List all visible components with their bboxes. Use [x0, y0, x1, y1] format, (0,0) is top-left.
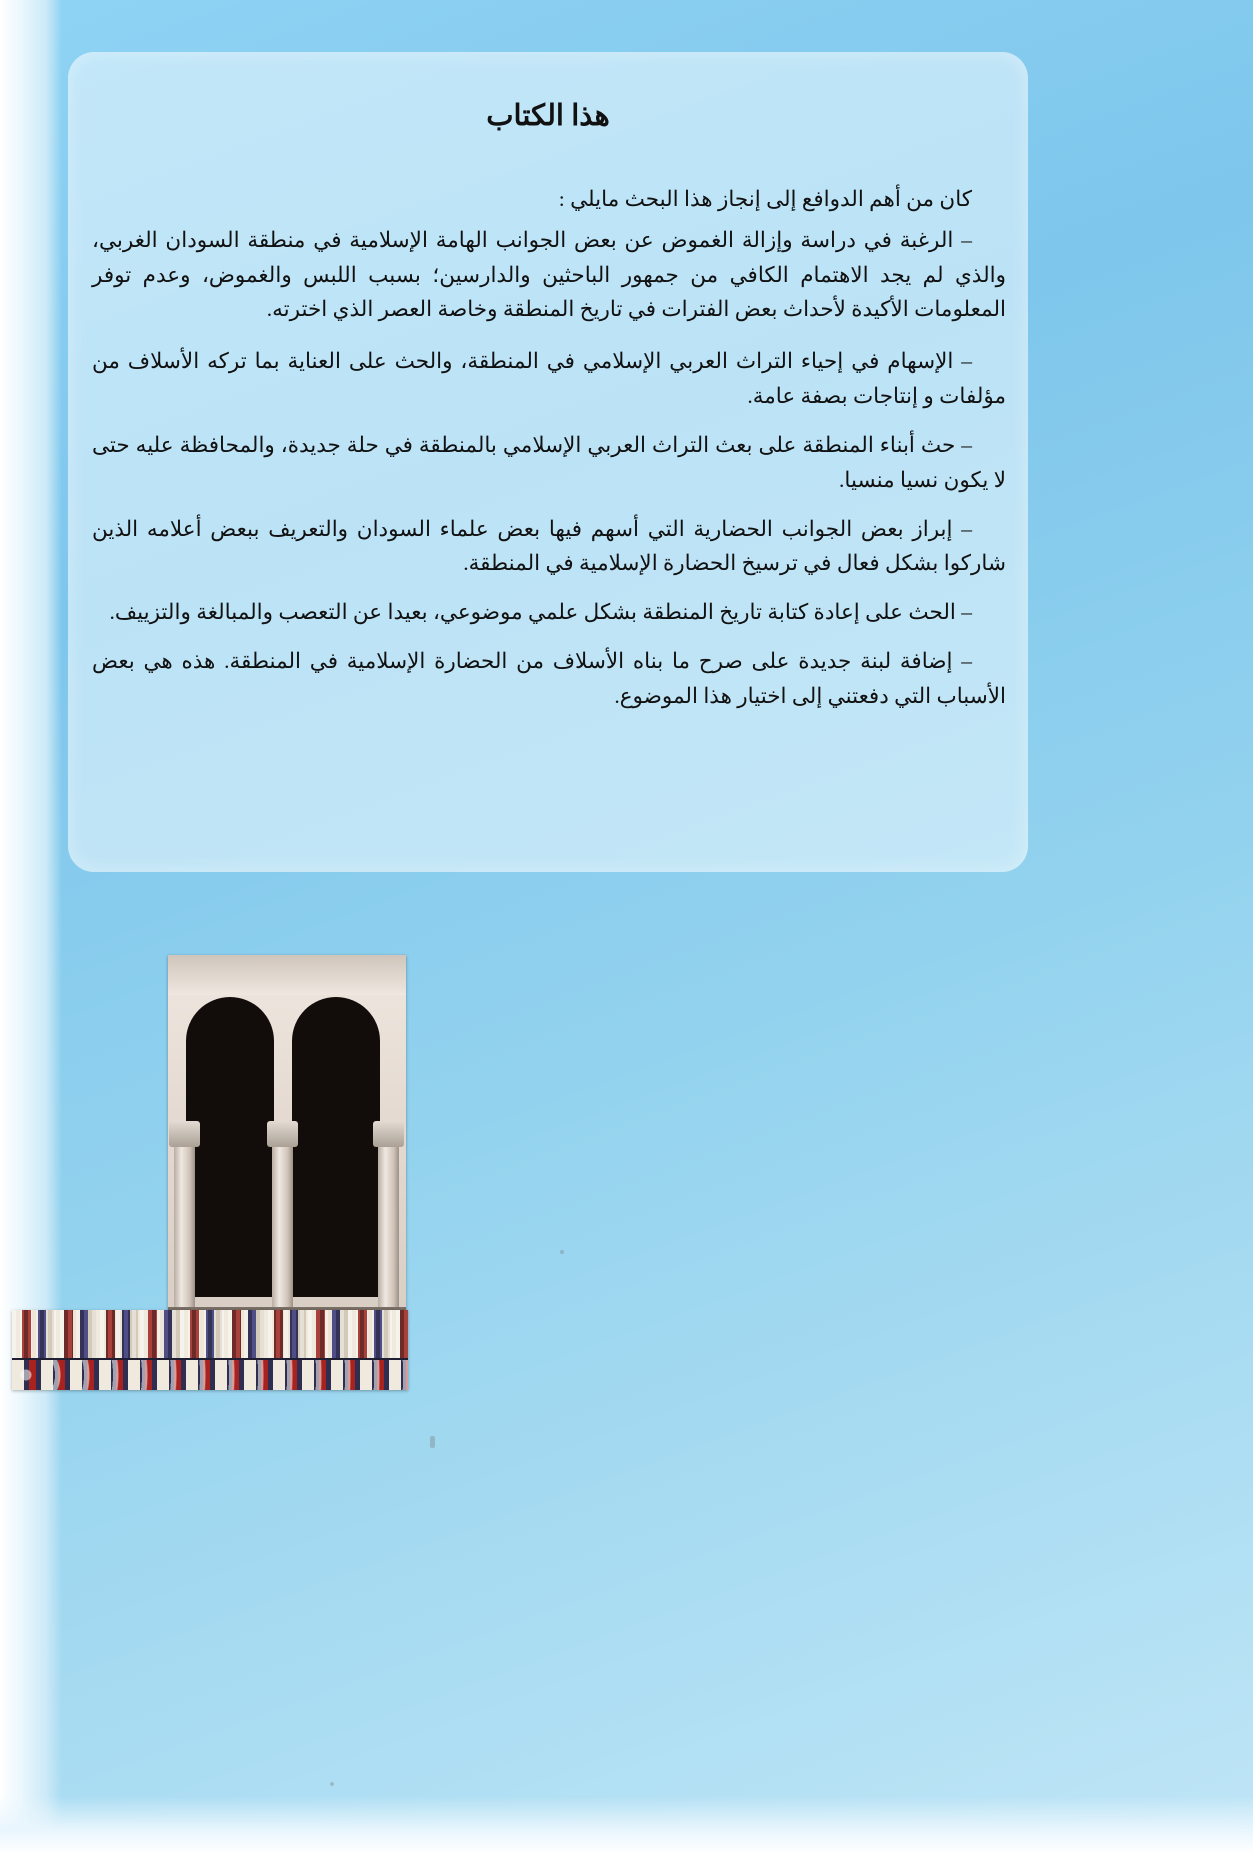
scan-speck-3	[330, 1782, 334, 1786]
paragraph-point-1: – الرغبة في دراسة وإزالة الغموض عن بعض الجوانب الهامة الإسلامية في منطقة السودان الغربي، والذي لم يجد الاهتمام الكافي من جمهور الباحثين والدارسين؛ بسبب اللبس والغموض، وعدم توفر المعلومات الأكيدة لأحداث بعض الفترات في تاريخ المنطقة وخاصة العصر الذي اخترته.	[92, 227, 1006, 322]
paragraph-point-5: – الحث على إعادة كتابة تاريخ المنطقة بشكل علمي موضوعي، بعيدا عن التعصب والمبالغة والتزييف.	[109, 600, 972, 625]
photo-column-2	[272, 1121, 293, 1317]
photo-capital-3	[373, 1121, 404, 1147]
paragraph-point-2: – الإسهام في إحياء التراث العربي الإسلامي في المنطقة، والحث على العناية بما تركه الأسلاف من مؤلفات و إنتاجات بصفة عامة.	[92, 349, 1006, 409]
photo-capital-2	[267, 1121, 298, 1147]
tile-border-image	[12, 1310, 408, 1390]
photo-upper-wall	[168, 955, 406, 995]
photo-column-3	[378, 1121, 399, 1317]
text-panel	[68, 52, 1028, 872]
photo-arch-right	[292, 997, 380, 1297]
photo-arch-left	[186, 997, 274, 1297]
paragraph-point-3: – حث أبناء المنطقة على بعث التراث العربي الإسلامي بالمنطقة في حلة جديدة، والمحافظة عليه حتى لا يكون نسيا منسيا.	[92, 432, 1006, 492]
paragraph-point-4: – إبراز بعض الجوانب الحضارية التي أسهم فيها بعض علماء السودان والتعريف ببعض أعلامه الذين شاركوا بشكل فعال في ترسيخ الحضارة الإسلامية في المنطقة.	[92, 516, 1006, 576]
tile-row-lower	[12, 1358, 408, 1390]
photo-column-1	[174, 1121, 195, 1317]
photo-capital-1	[169, 1121, 200, 1147]
page-title: هذا الكتاب	[486, 100, 610, 132]
paragraph-intro: كان من أهم الدوافع إلى إنجاز هذا البحث مايلي :	[558, 187, 972, 211]
archway-photograph	[168, 955, 406, 1323]
scan-speck-1	[560, 1250, 564, 1254]
body-text	[92, 182, 1006, 720]
scan-speck-2	[430, 1436, 435, 1448]
paragraph-point-6: – إضافة لبنة جديدة على صرح ما بناه الأسلاف من الحضارة الإسلامية في المنطقة. هذه هي بعض الأسباب التي دفعتني إلى اختيار هذا الموضوع.	[92, 649, 1006, 708]
tile-row-upper	[12, 1310, 408, 1360]
